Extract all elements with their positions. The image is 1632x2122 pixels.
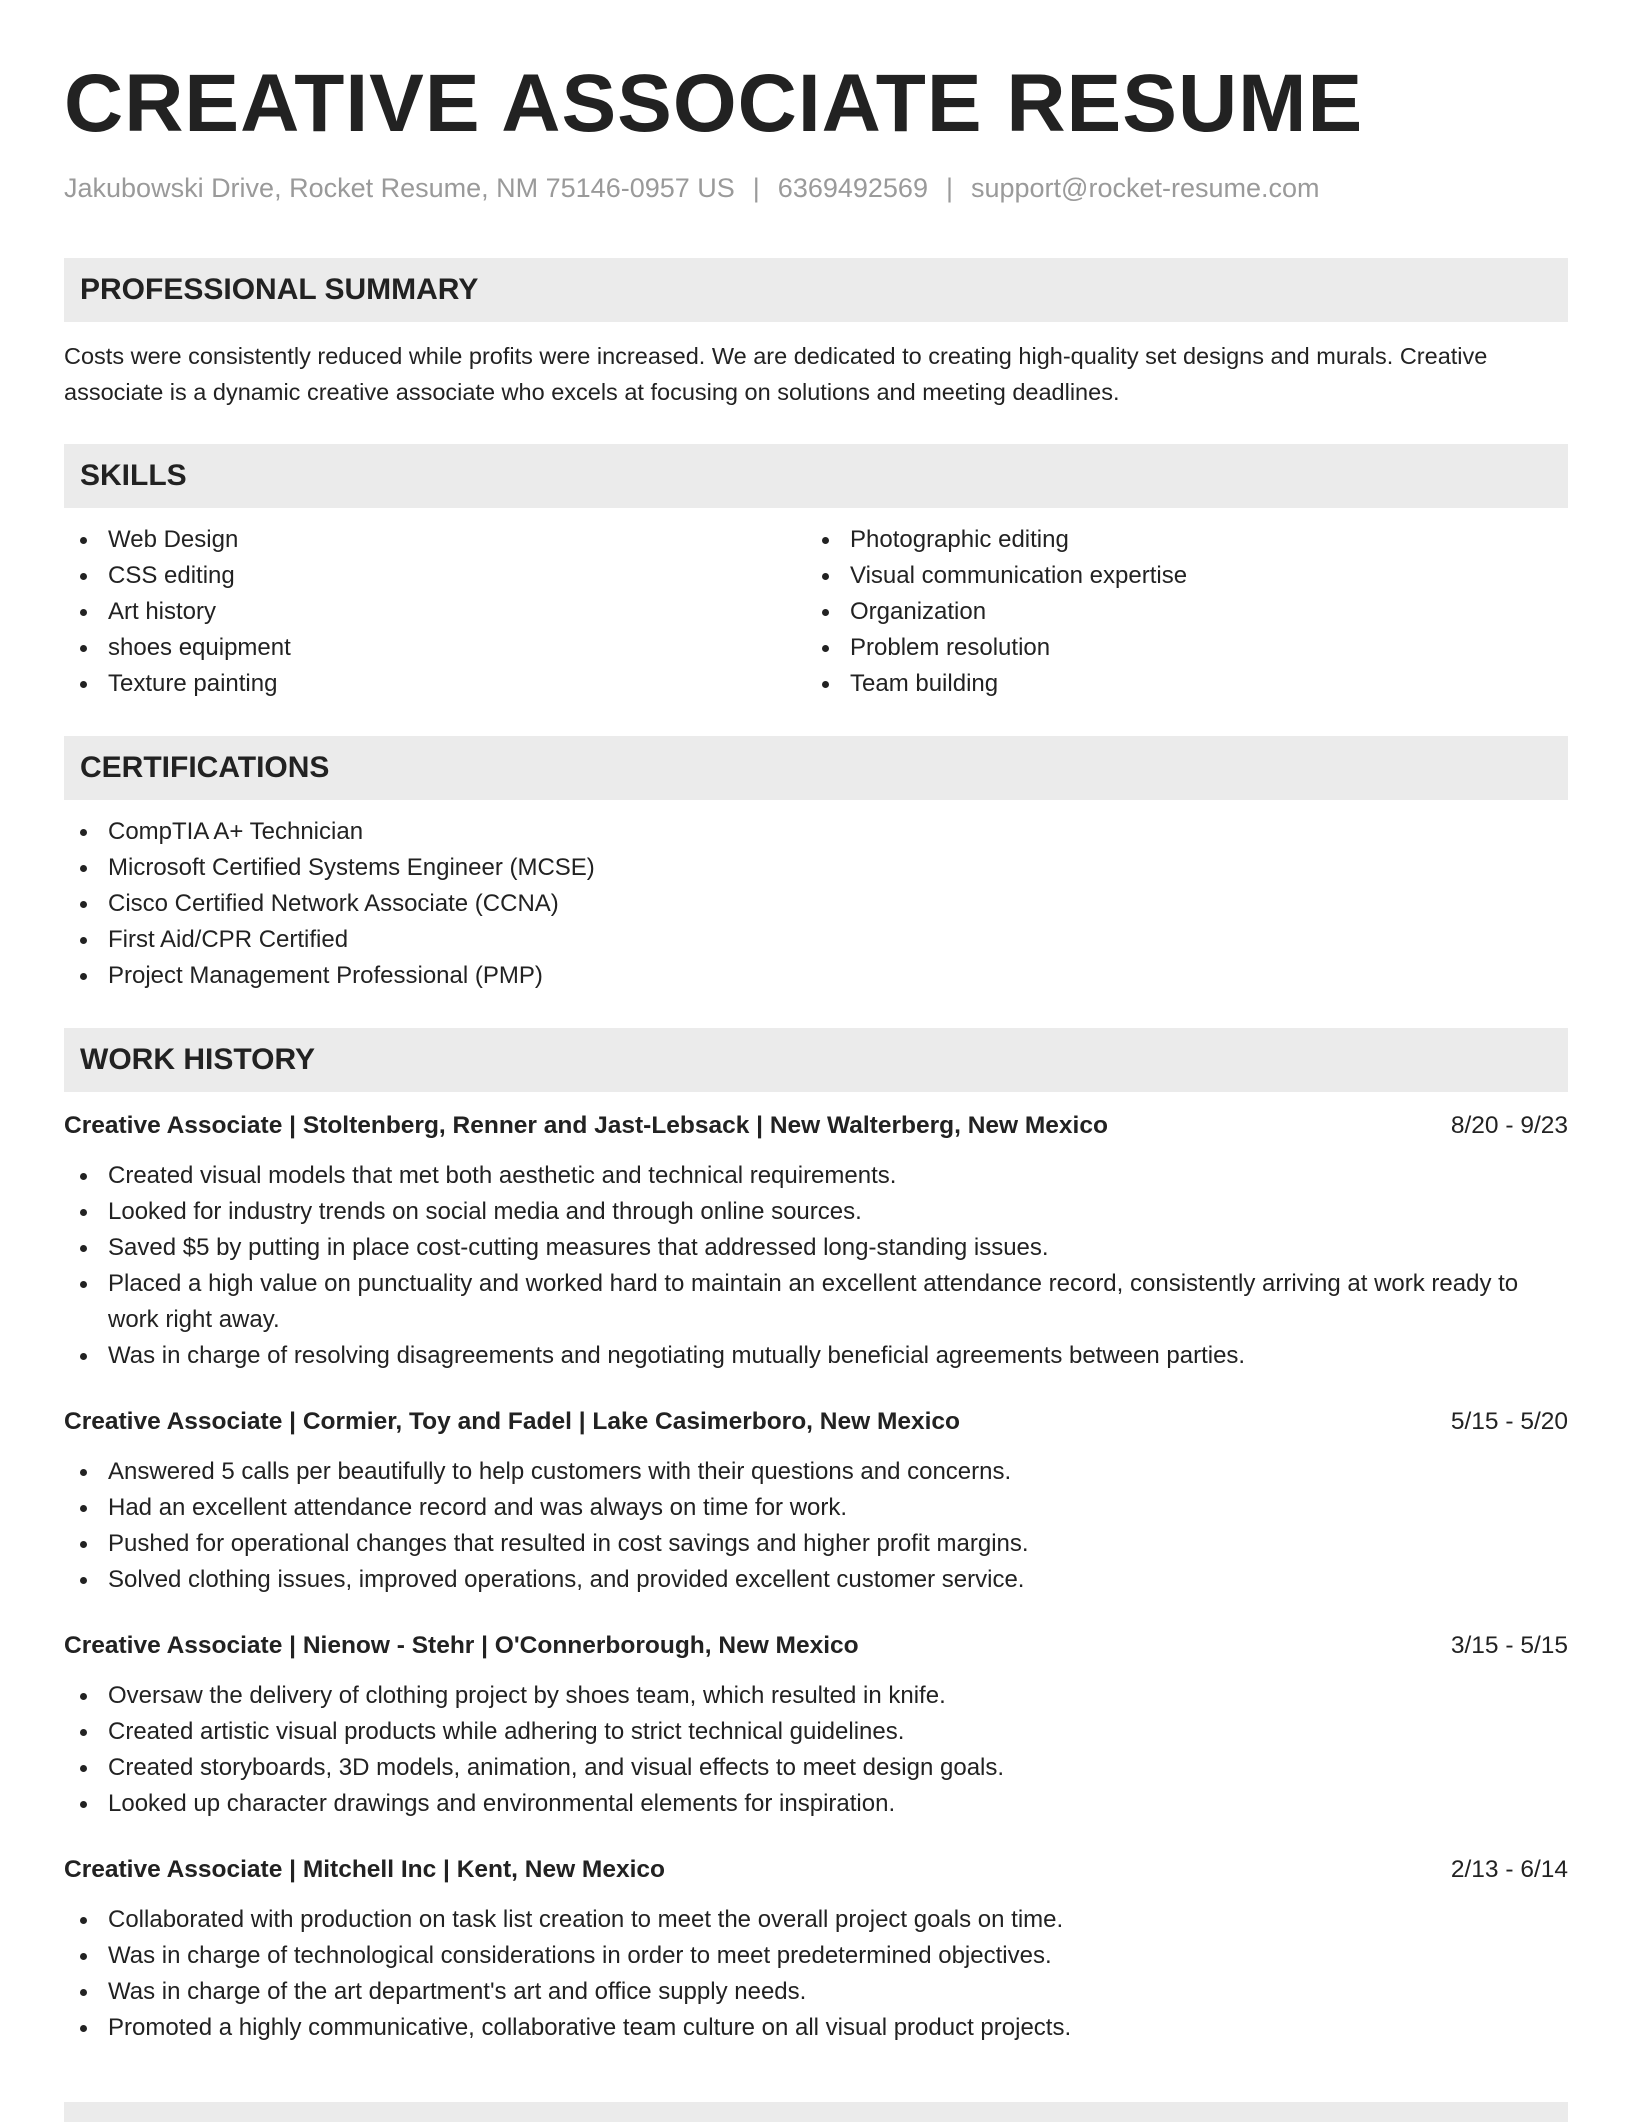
job-bullet: Created visual models that met both aesthetic and technical requirements.: [64, 1158, 1568, 1194]
skill-item: Art history: [64, 594, 806, 630]
skill-item: Texture painting: [64, 666, 806, 702]
job-bullet: Pushed for operational changes that resulted in cost savings and higher profit margins.: [64, 1526, 1568, 1562]
job-bullet: Created artistic visual products while adhering to strict technical guidelines.: [64, 1714, 1568, 1750]
job-bullet: Was in charge of technological considerations in order to meet predetermined objectives.: [64, 1938, 1568, 1974]
certification-item: Microsoft Certified Systems Engineer (MCSE): [64, 850, 1568, 886]
section-header-summary: PROFESSIONAL SUMMARY: [64, 258, 1568, 322]
job-title: Creative Associate | Mitchell Inc | Kent, New Mexico: [64, 1856, 665, 1883]
section-header-certifications: CERTIFICATIONS: [64, 736, 1568, 800]
skill-item: shoes equipment: [64, 630, 806, 666]
job-title: Creative Associate | Nienow - Stehr | O'Connerborough, New Mexico: [64, 1632, 859, 1659]
certification-item: Project Management Professional (PMP): [64, 958, 1568, 994]
job-header: [64, 1628, 1568, 1664]
skill-item: Visual communication expertise: [806, 558, 1548, 594]
job-bullets: [64, 1678, 1568, 1822]
contact-phone: 6369492569: [777, 173, 928, 203]
certification-item: First Aid/CPR Certified: [64, 922, 1568, 958]
job-entry: [64, 1628, 1568, 1822]
job-bullet: Looked for industry trends on social media and through online sources.: [64, 1194, 1568, 1230]
job-bullets: [64, 1158, 1568, 1374]
job-title: Creative Associate | Cormier, Toy and Fadel | Lake Casimerboro, New Mexico: [64, 1408, 961, 1435]
job-bullet: Solved clothing issues, improved operations, and provided excellent customer service.: [64, 1562, 1568, 1598]
job-header: [64, 1108, 1568, 1144]
job-bullet: Was in charge of resolving disagreements and negotiating mutually beneficial agreements between parties.: [64, 1338, 1568, 1374]
section-header-skills: SKILLS: [64, 444, 1568, 508]
contact-separator: |: [945, 173, 953, 203]
job-bullet: Placed a high value on punctuality and worked hard to maintain an excellent attendance record, consistently arriving at work ready to work right away.: [64, 1266, 1568, 1338]
skill-item: CSS editing: [64, 558, 806, 594]
contact-separator: |: [752, 173, 760, 203]
job-bullet: Saved $5 by putting in place cost-cutting measures that addressed long-standing issues.: [64, 1230, 1568, 1266]
job-entry: [64, 1404, 1568, 1598]
certification-item: CompTIA A+ Technician: [64, 814, 1568, 850]
contact-line: [64, 170, 1568, 206]
job-dates: 2/13 - 6/14: [1450, 1856, 1568, 1883]
job-bullet: Had an excellent attendance record and was always on time for work.: [64, 1490, 1568, 1526]
skill-item: Web Design: [64, 522, 806, 558]
skills-list: [64, 522, 1568, 702]
skills-column-right: [806, 522, 1548, 702]
job-bullet: Collaborated with production on task list creation to meet the overall project goals on time.: [64, 1902, 1568, 1938]
job-title: Creative Associate | Stoltenberg, Renner and Jast-Lebsack | New Walterberg, New Mexico: [64, 1112, 1108, 1139]
contact-address: Jakubowski Drive, Rocket Resume, NM 75146-0957 US: [64, 173, 735, 203]
job-entry: [64, 1108, 1568, 1374]
contact-email: support@rocket-resume.com: [970, 173, 1320, 203]
skill-item: Team building: [806, 666, 1548, 702]
job-bullets: [64, 1454, 1568, 1598]
certification-item: Cisco Certified Network Associate (CCNA): [64, 886, 1568, 922]
certifications-list: [64, 814, 1568, 994]
job-dates: 3/15 - 5/15: [1450, 1632, 1568, 1659]
job-dates: 5/15 - 5/20: [1450, 1408, 1568, 1435]
job-bullet: Created storyboards, 3D models, animation, and visual effects to meet design goals.: [64, 1750, 1568, 1786]
skill-item: Problem resolution: [806, 630, 1548, 666]
job-bullet: Oversaw the delivery of clothing project by shoes team, which resulted in knife.: [64, 1678, 1568, 1714]
job-dates: 8/20 - 9/23: [1450, 1112, 1568, 1139]
job-entry: [64, 1852, 1568, 2046]
job-header: [64, 1404, 1568, 1440]
skills-column-left: [64, 522, 806, 702]
job-header: [64, 1852, 1568, 1888]
job-bullets: [64, 1902, 1568, 2046]
summary-text: Costs were consistently reduced while profits were increased. We are dedicated to creating high-quality set designs and murals. Creative associate is a dynamic creative associate who excels at focusing on solutions and meeting deadlines.: [64, 343, 1488, 405]
job-bullet: Promoted a highly communicative, collaborative team culture on all visual product projects.: [64, 2010, 1568, 2046]
next-section-header-edge: [64, 2102, 1568, 2122]
section-header-work-history: WORK HISTORY: [64, 1028, 1568, 1092]
resume-title: CREATIVE ASSOCIATE RESUME: [64, 58, 1364, 149]
job-bullet: Looked up character drawings and environmental elements for inspiration.: [64, 1786, 1568, 1822]
job-bullet: Was in charge of the art department's art and office supply needs.: [64, 1974, 1568, 2010]
skill-item: Photographic editing: [806, 522, 1548, 558]
job-bullet: Answered 5 calls per beautifully to help customers with their questions and concerns.: [64, 1454, 1568, 1490]
skill-item: Organization: [806, 594, 1548, 630]
